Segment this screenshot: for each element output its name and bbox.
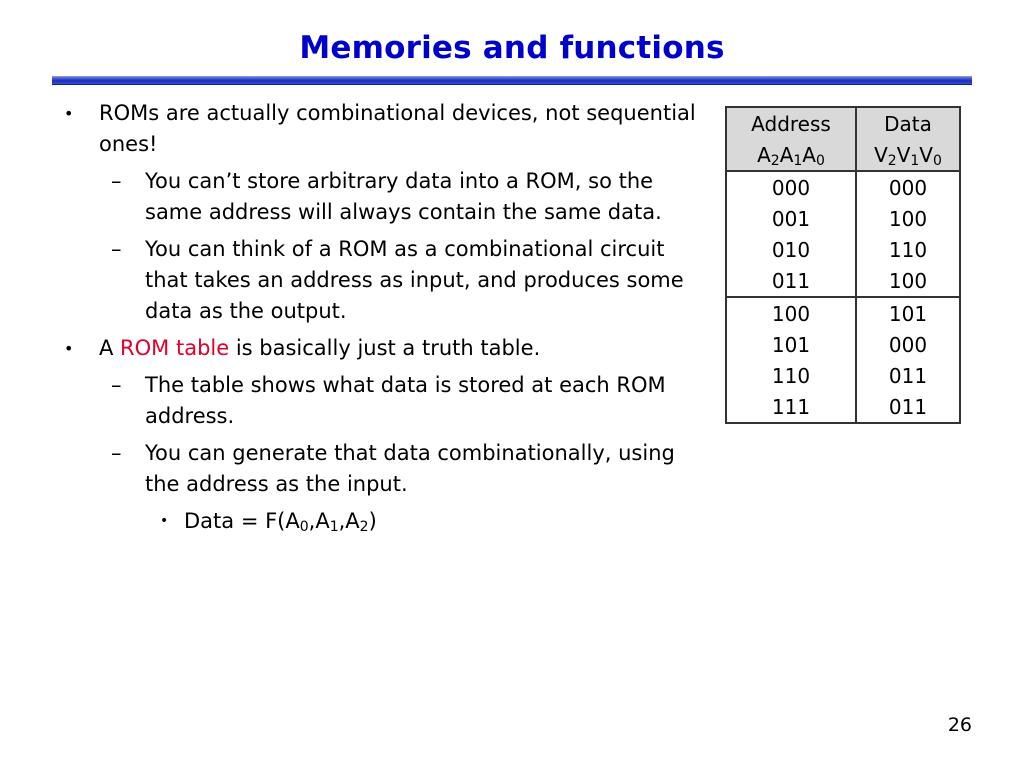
header-address-bits: $A_2A_1A_0$ xyxy=(726,139,856,171)
address-cell: 000 xyxy=(771,175,811,200)
page-title: Memories and functions xyxy=(299,30,725,66)
sub-bullet-text: You can think of a ROM as a combinational circuit that takes an address as input, and produces some data as the output. xyxy=(145,237,684,323)
dash-icon: – xyxy=(111,373,122,397)
sub-bullet-item xyxy=(64,166,704,228)
header-data-bits: $V_2V_1V_0$ xyxy=(856,139,960,171)
table-row xyxy=(726,265,960,297)
subscript: 1 xyxy=(329,519,339,535)
data-cell: 101 xyxy=(856,297,960,329)
page-number: 26 xyxy=(947,714,972,736)
table-row xyxy=(726,360,960,391)
formula-sep: ,A xyxy=(338,509,360,533)
header-data: Data xyxy=(856,107,960,139)
sub-bullet-item xyxy=(64,370,704,432)
bullet-icon: • xyxy=(64,104,74,123)
sub-bullet-item xyxy=(64,438,704,500)
address-cell: 010 xyxy=(771,237,811,262)
bullet-item xyxy=(64,333,704,364)
sub-bullet-text: You can generate that data combinationally, using the address as the input. xyxy=(145,441,675,496)
bullet-text-prefix: A xyxy=(99,336,121,360)
header-address: Address xyxy=(751,111,831,136)
address-cell: 001 xyxy=(771,206,811,231)
bullet-item xyxy=(64,98,704,160)
bullet-text-suffix: is basically just a truth table. xyxy=(229,336,541,360)
table-row xyxy=(726,391,960,423)
bullet-list xyxy=(64,98,704,543)
sub-bullet-item xyxy=(64,234,704,327)
sub-bullet-text: The table shows what data is stored at each ROM address. xyxy=(145,373,666,428)
formula-suffix: ) xyxy=(368,509,377,533)
data-cell: 100 xyxy=(856,265,960,297)
address-cell: 101 xyxy=(771,332,811,357)
dash-icon: – xyxy=(111,237,122,261)
table-row xyxy=(726,234,960,265)
rom-table xyxy=(725,106,961,424)
rom-table-highlight: ROM table xyxy=(120,336,230,360)
table-row xyxy=(726,203,960,234)
table-row xyxy=(726,171,960,203)
bullet-text: ROMs are actually combinational devices, not sequential ones! xyxy=(99,101,696,156)
title-divider xyxy=(52,76,972,85)
bullet-icon: • xyxy=(64,339,74,358)
sub-bullet-text: You can’t store arbitrary data into a ROM, so the same address will always contain the same data. xyxy=(145,169,662,224)
data-cell: 011 xyxy=(856,391,960,423)
address-cell: 011 xyxy=(726,265,856,297)
formula-text xyxy=(184,509,377,533)
data-cell: 011 xyxy=(856,360,960,391)
subscript: 2 xyxy=(359,519,369,535)
address-cell: 100 xyxy=(771,301,811,326)
formula-prefix: Data = F(A xyxy=(184,509,300,533)
dash-icon: – xyxy=(111,169,122,193)
sub-sub-bullet-item xyxy=(64,506,704,537)
data-cell: 000 xyxy=(856,329,960,360)
dash-icon: – xyxy=(111,441,122,465)
data-cell: 100 xyxy=(856,203,960,234)
address-cell: 111 xyxy=(771,394,811,419)
address-cell: 110 xyxy=(771,363,811,388)
table-row xyxy=(726,329,960,360)
data-cell: 110 xyxy=(856,234,960,265)
bullet-icon: • xyxy=(160,513,169,529)
formula-sep: ,A xyxy=(308,509,330,533)
data-cell: 000 xyxy=(856,171,960,203)
subscript: 0 xyxy=(299,519,309,535)
table-row xyxy=(726,297,960,329)
